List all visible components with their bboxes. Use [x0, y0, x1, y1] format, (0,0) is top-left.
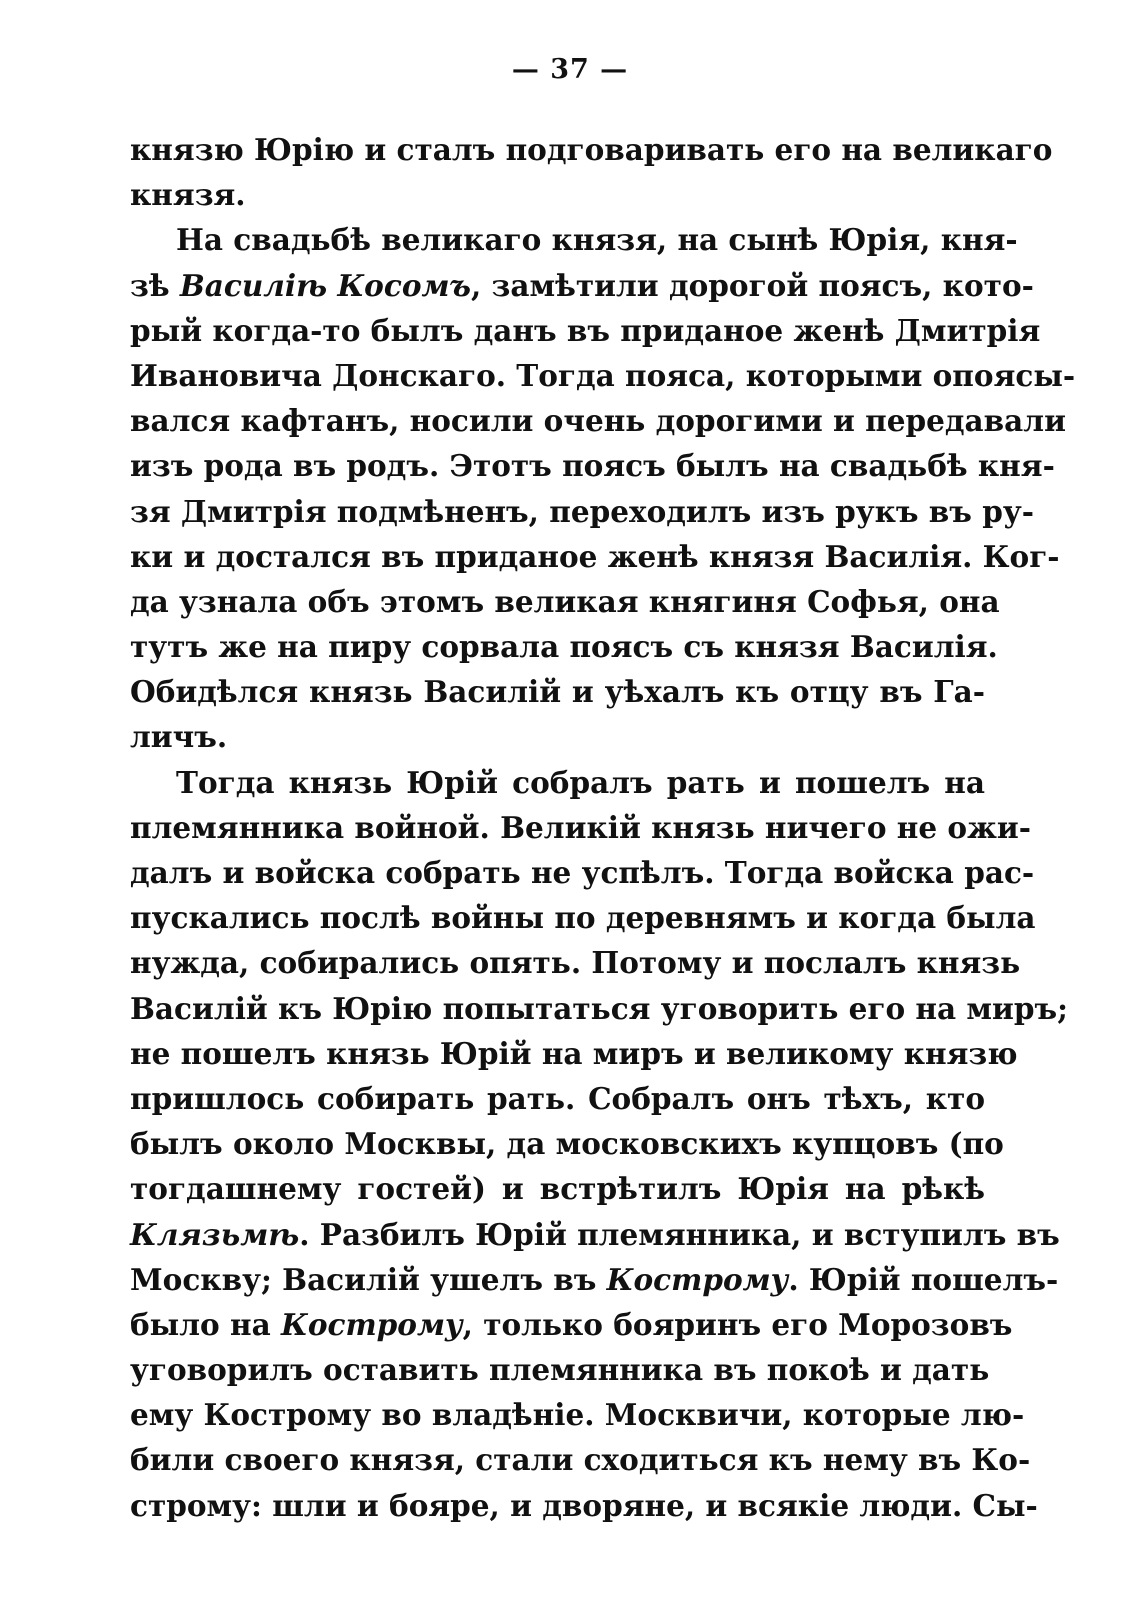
text-segment: племянника войной. Великій князь ничего не ожи- [130, 809, 1032, 845]
italic-name: Кострому [280, 1306, 463, 1342]
text-segment: тогдашнему гостей) и встрѣтилъ Юрія на рѣкѣ [130, 1171, 985, 1207]
text-line [130, 1076, 985, 1121]
text-line [130, 1437, 1031, 1482]
text-line [130, 895, 1036, 940]
text-line [130, 1121, 1004, 1166]
text-line [130, 1347, 990, 1392]
text-segment: , замѣтили дорогой поясъ, кото- [470, 267, 1034, 303]
text-segment: князя. [130, 177, 246, 213]
page-number: — 37 — [511, 54, 629, 85]
text-segment: . Юрій пошелъ- [788, 1261, 1059, 1297]
italic-name: Кострому [606, 1261, 789, 1297]
text-segment: личъ. [130, 719, 228, 755]
text-line [130, 805, 1032, 850]
text-segment: зя Дмитрія подмѣненъ, переходилъ изъ рукъ въ ру- [130, 493, 1034, 529]
text-segment: уговорилъ оставить племянника въ покоѣ и дать [130, 1352, 990, 1388]
text-segment: . Разбилъ Юрій племянника, и вступилъ въ [299, 1216, 1060, 1252]
text-segment: пришлось собирать рать. Собралъ онъ тѣхъ, кто [130, 1080, 985, 1116]
text-segment: строму: шли и бояре, и дворяне, и всякіе люди. Сы- [130, 1487, 1038, 1523]
text-line [130, 760, 985, 805]
text-segment: да узнала объ этомъ великая княгиня Софья, она [130, 583, 1000, 619]
text-segment: не пошелъ князь Юрій на миръ и великому князю [130, 1035, 1018, 1071]
text-segment: былъ около Москвы, да московскихъ купцовъ (по [130, 1126, 1004, 1162]
text-line [130, 624, 998, 669]
text-segment: рый когда-то былъ данъ въ приданое женѣ Дмитрія [130, 312, 1041, 348]
text-line [130, 1031, 1018, 1076]
text-line [130, 1483, 1038, 1528]
text-segment: Ивановича Донскаго. Тогда пояса, которыми опоясы- [130, 357, 1076, 393]
text-segment: изъ рода въ родъ. Этотъ поясъ былъ на свадьбѣ кня- [130, 448, 1055, 484]
italic-name: Василіѣ Косомъ [179, 267, 471, 303]
text-line [130, 714, 985, 759]
text-line [130, 489, 1034, 534]
text-line [130, 1392, 1025, 1437]
text-segment: Тогда князь Юрій собралъ рать и пошелъ на [176, 764, 985, 800]
text-line [130, 353, 1076, 398]
text-segment: били своего князя, стали сходиться къ нему въ Ко- [130, 1442, 1031, 1478]
text-line [130, 443, 1055, 488]
text-segment: пускались послѣ войны по деревнямъ и когда была [130, 900, 1036, 936]
text-segment: вался кафтанъ, носили очень дорогими и передавали [130, 403, 1066, 439]
text-segment: Москву; Василій ушелъ въ [130, 1261, 607, 1297]
text-line [130, 263, 1034, 308]
text-line [130, 1212, 1060, 1257]
paragraph [130, 760, 1069, 1528]
text-segment: Обидѣлся князь Василій и уѣхалъ къ отцу въ Га- [130, 674, 985, 710]
paragraph [130, 127, 1053, 217]
text-line [130, 850, 1035, 895]
text-line [130, 986, 1069, 1031]
text-segment: зѣ [130, 267, 180, 303]
text-line [130, 1302, 1013, 1347]
paragraph [130, 217, 1076, 759]
italic-name: Клязьмѣ [130, 1216, 300, 1252]
text-line [130, 669, 985, 714]
body-text [130, 127, 1076, 1528]
text-line [130, 1166, 985, 1211]
text-line [130, 127, 1053, 172]
text-segment: , только бояринъ его Морозовъ [462, 1306, 1013, 1342]
text-line [130, 1257, 1059, 1302]
text-segment: ему Кострому во владѣніе. Москвичи, которые лю- [130, 1397, 1025, 1433]
text-segment: было на [130, 1306, 281, 1342]
text-line [130, 579, 1000, 624]
text-segment: далъ и войска собрать не успѣлъ. Тогда войска рас- [130, 855, 1035, 890]
text-line [130, 534, 1060, 579]
text-segment: ки и достался въ приданое женѣ князя Василія. Ког- [130, 538, 1060, 574]
text-line [130, 217, 1018, 262]
text-segment: нужда, собирались опять. Потому и послалъ князь [130, 945, 1021, 981]
text-segment: Василій къ Юрію попытаться уговорить его на миръ; [130, 990, 1069, 1026]
text-line [130, 940, 1021, 985]
text-segment: тутъ же на пиру сорвала поясъ съ князя Василія. [130, 629, 998, 665]
text-line [130, 398, 1066, 443]
text-segment: князю Юрію и сталъ подговаривать его на великаго [130, 132, 1053, 167]
text-segment: На свадьбѣ великаго князя, на сынѣ Юрія, кня- [176, 222, 1018, 258]
text-line [130, 172, 985, 217]
text-line [130, 308, 1041, 353]
